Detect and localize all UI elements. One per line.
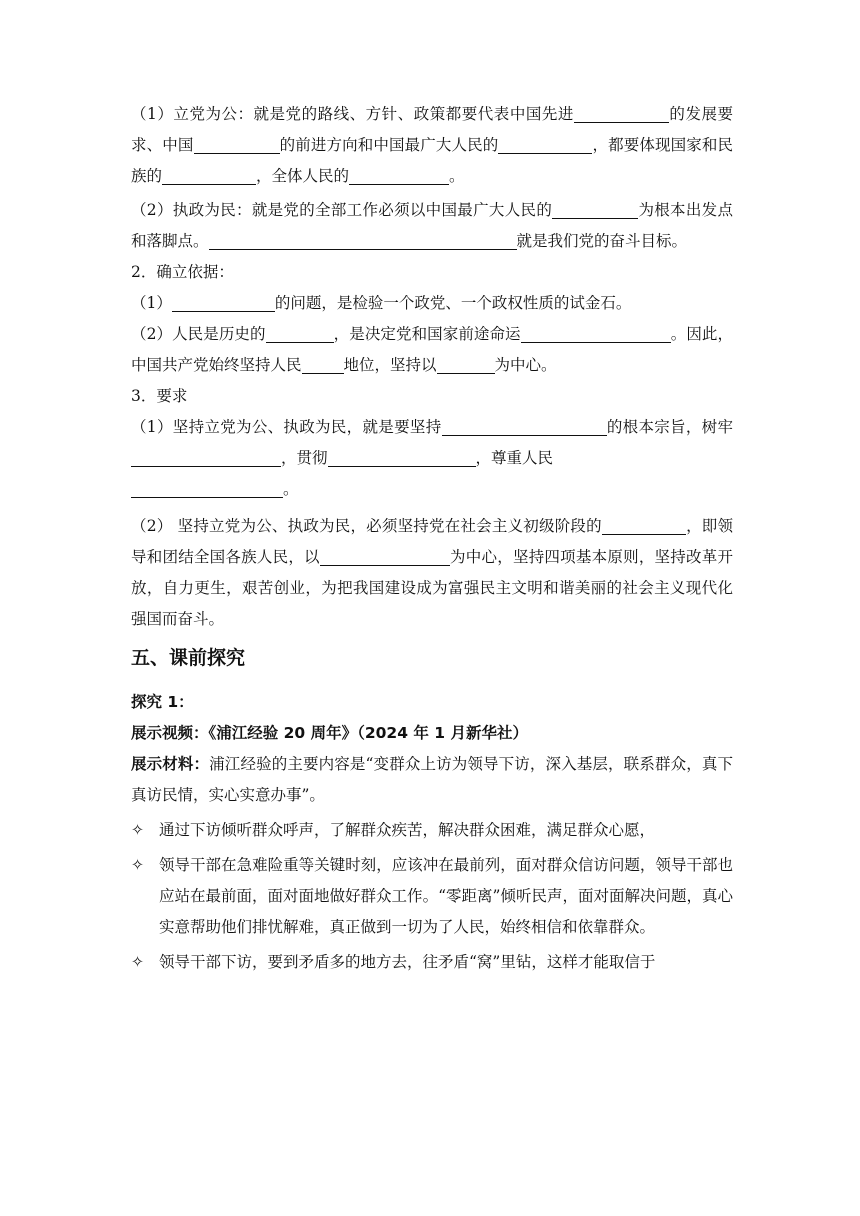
section-3-item-2 (131, 511, 733, 635)
document-body (131, 99, 733, 978)
bullet-text: 通过下访倾听群众呼声，了解群众疾苦，解决群众困难，满足群众心愿， (159, 821, 656, 839)
fill-blank[interactable] (209, 231, 517, 250)
fill-blank[interactable] (498, 135, 592, 154)
text-segment: （2）人民是历史的 (131, 325, 266, 343)
fill-blank[interactable] (437, 355, 495, 374)
text-segment: 为中心。 (494, 356, 557, 374)
diamond-bullet-icon: ✧ (131, 856, 144, 874)
bullet-item (131, 850, 733, 943)
section-3-heading: 3．要求 (131, 387, 188, 405)
section-2-item-2 (131, 319, 733, 381)
fill-blank[interactable] (320, 547, 450, 566)
text-segment: ，贯彻 (281, 449, 328, 467)
fill-blank[interactable] (442, 417, 607, 436)
fill-blank[interactable] (131, 448, 281, 467)
text-segment: ，是决定党和国家前途命运 (333, 325, 521, 343)
fill-blank[interactable] (162, 166, 256, 185)
text-segment: 的发展要求、中国 (131, 105, 733, 154)
fill-blank[interactable] (194, 135, 280, 154)
principle-item-2 (131, 195, 733, 257)
bullet-item (131, 947, 733, 978)
text-segment: 为根本出发点和落脚点。 (131, 201, 733, 250)
bullet-item (131, 815, 733, 846)
fill-blank[interactable] (574, 104, 669, 123)
fill-blank[interactable] (602, 516, 686, 535)
principle-item-1 (131, 99, 733, 192)
fill-blank[interactable] (266, 324, 334, 343)
text-segment: ，都要体现国家和民族的 (131, 136, 733, 185)
fill-blank[interactable] (131, 479, 283, 498)
text-segment: 为中心，坚持四项基本原则，坚持改革开放，自力更生，艰苦创业，为把我国建设成为富强民主文明和谐美丽的社会主义现代化强国而奋斗。 (131, 548, 733, 628)
text-segment: （2） 坚持立党为公、执政为民，必须坚持党在社会主义初级阶段的 (131, 517, 602, 535)
text-segment: 的问题，是检验一个政党、一个政权性质的试金石。 (274, 294, 632, 312)
section-2-item-1 (131, 288, 733, 319)
text-segment: 。因此，中国共产党始终坚持人民 (131, 325, 733, 374)
section-2-heading: 2．确立依据： (131, 263, 234, 281)
text-segment: ，尊重人民 (475, 449, 554, 467)
material-paragraph (131, 749, 733, 811)
bullet-text: 领导干部在急难险重等关键时刻，应该冲在最前列，面对群众信访问题，领导干部也应站在最前面，面对面地做好群众工作。“零距离”倾听民声，面对面解决问题，真心实意帮助他们排忧解难，真正做到一切为了人民，始终相信和依靠群众。 (159, 856, 733, 936)
text-segment: （2）执政为民：就是党的全部工作必须以中国最广大人民的 (131, 201, 553, 219)
text-segment: 。 (449, 167, 465, 185)
material-text: 浦江经验的主要内容是“变群众上访为领导下访，深入基层，联系群众，真下真访民情，实心实意办事”。 (131, 755, 733, 804)
video-label: 展示视频：《浦江经验 20 周年》（2024 年 1 月新华社） (131, 724, 528, 742)
fill-blank[interactable] (302, 355, 344, 374)
fill-blank[interactable] (328, 448, 476, 467)
text-segment: （1）坚持立党为公、执政为民，就是要坚持 (131, 418, 442, 436)
text-segment: 。 (283, 480, 299, 498)
material-label: 展示材料： (131, 755, 210, 773)
text-segment: （1） (131, 294, 172, 312)
explore-title: 探究 1： (131, 693, 194, 711)
fill-blank[interactable] (552, 200, 638, 219)
bullet-text: 领导干部下访，要到矛盾多的地方去，往矛盾“窝”里钻，这样才能取信于 (159, 953, 656, 971)
section-5-heading: 五、课前探究 (131, 647, 246, 669)
fill-blank[interactable] (521, 324, 671, 343)
section-3-item-1 (131, 412, 733, 505)
fill-blank[interactable] (172, 293, 275, 312)
text-segment: （1）立党为公：就是党的路线、方针、政策都要代表中国先进 (131, 105, 574, 123)
text-segment: 就是我们党的奋斗目标。 (516, 232, 688, 250)
text-segment: 的根本宗旨，树牢 (606, 418, 733, 436)
text-segment: 的前进方向和中国最广大人民的 (279, 136, 499, 154)
diamond-bullet-icon: ✧ (131, 953, 144, 971)
text-segment: ，全体人民的 (256, 167, 350, 185)
text-segment: ，即领导和团结全国各族人民，以 (131, 517, 733, 566)
diamond-bullet-icon: ✧ (131, 821, 144, 839)
fill-blank[interactable] (349, 166, 449, 185)
text-segment: 地位，坚持以 (343, 356, 437, 374)
